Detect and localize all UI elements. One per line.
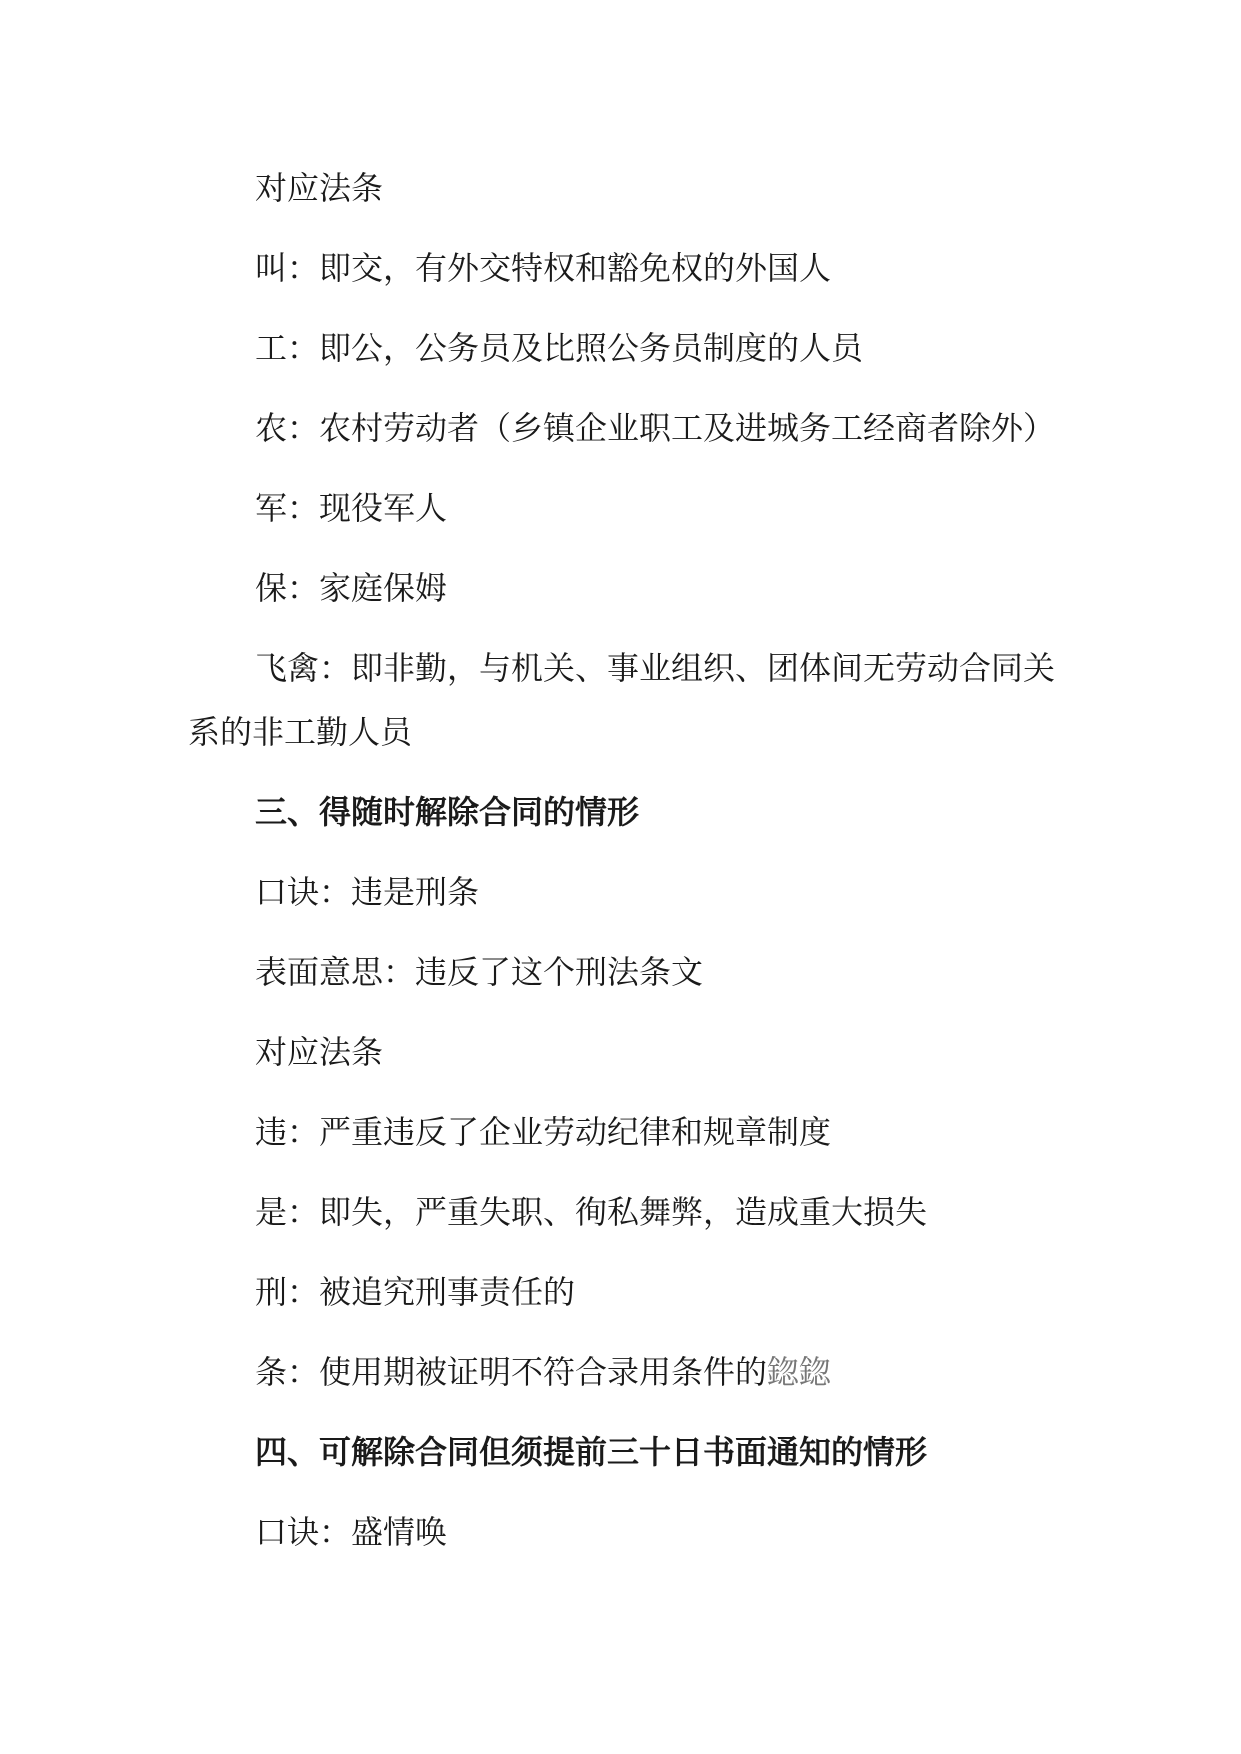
paragraph: 飞禽：即非勤，与机关、事业组织、团体间无劳动合同关系的非工勤人员 [188, 649, 1056, 751]
paragraph: 口诀：违是刑条 [255, 873, 480, 911]
paragraph: 对应法条 [255, 169, 384, 207]
paragraph: 农：农村劳动者（乡镇企业职工及进城务工经商者除外） [255, 409, 1056, 447]
paragraph: 违：严重违反了企业劳动纪律和规章制度 [255, 1113, 832, 1151]
section-heading: 四、可解除合同但须提前三十日书面通知的情形 [255, 1433, 928, 1471]
paragraph: 对应法条 [255, 1033, 384, 1071]
paragraph: 是：即失，严重失职、徇私舞弊，造成重大损失 [255, 1193, 928, 1231]
section-heading: 三、得随时解除合同的情形 [255, 793, 640, 831]
paragraph: 口诀：盛情唤 [255, 1513, 448, 1551]
paragraph: 工：即公，公务员及比照公务员制度的人员 [255, 329, 864, 367]
paragraph: 刑：被追究刑事责任的 [255, 1273, 576, 1311]
paragraph: 保：家庭保姆 [255, 569, 448, 607]
paragraph-text: 条：使用期被证明不符合录用条件的 [255, 1353, 768, 1391]
paragraph: 军：现役军人 [255, 489, 448, 527]
garbled-suffix: 鍃鍃 [767, 1353, 832, 1391]
paragraph: 表面意思：违反了这个刑法条文 [255, 953, 704, 991]
document-body [188, 156, 1068, 1580]
paragraph [188, 1340, 1068, 1404]
paragraph: 叫：即交，有外交特权和豁免权的外国人 [255, 249, 832, 287]
